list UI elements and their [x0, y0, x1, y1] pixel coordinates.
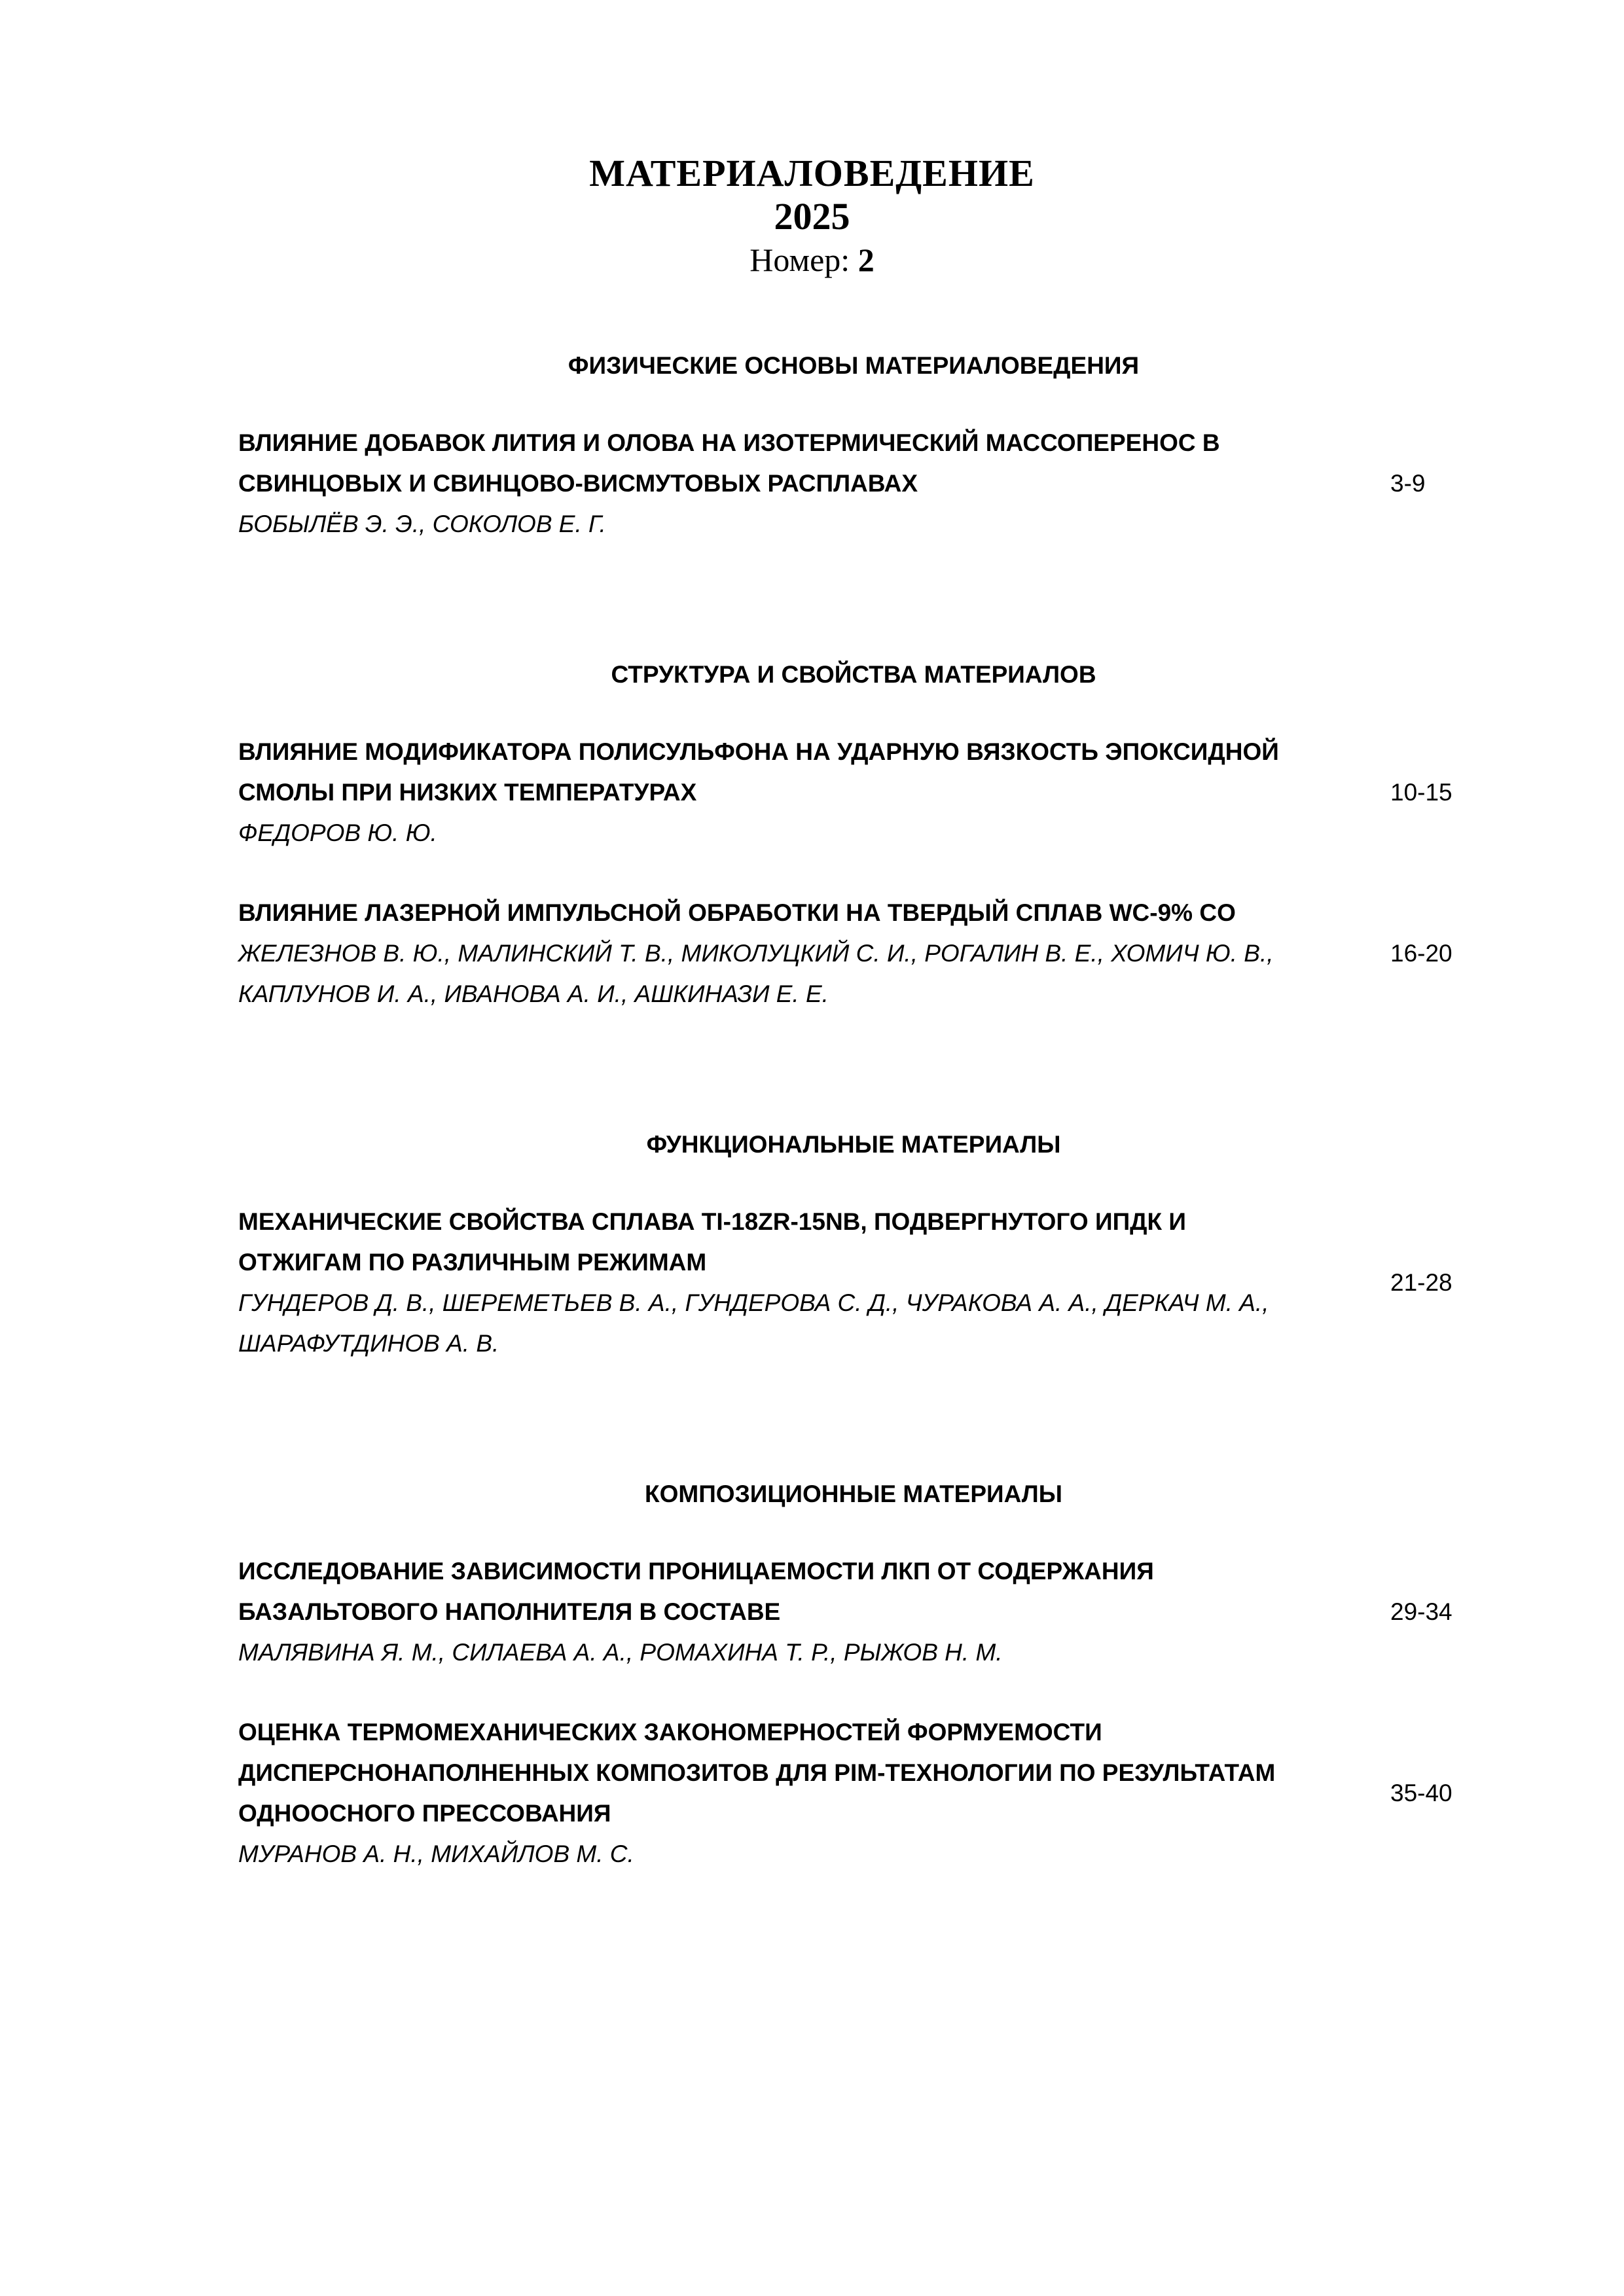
journal-title: МАТЕРИАЛОВЕДЕНИЕ — [589, 152, 1035, 194]
page-range: 35-40 — [1390, 1780, 1453, 1806]
authors-line: ШАРАФУТДИНОВ А. В. — [238, 1330, 499, 1357]
article-authors — [238, 504, 1351, 545]
article-title[interactable] — [238, 1551, 1351, 1632]
article-title-line: ИССЛЕДОВАНИЕ ЗАВИСИМОСТИ ПРОНИЦАЕМОСТИ ЛКП ОТ СОДЕРЖАНИЯ — [238, 1558, 1154, 1585]
article-authors — [238, 1834, 1351, 1874]
issue-line — [0, 238, 1624, 281]
article-title[interactable] — [238, 732, 1351, 813]
page-range: 10-15 — [1390, 779, 1453, 806]
authors-line: ГУНДЕРОВ Д. В., ШЕРЕМЕТЬЕВ В. А., ГУНДЕРОВА С. Д., ЧУРАКОВА А. А., ДЕРКАЧ М. А., — [238, 1289, 1269, 1316]
article-title-line: ОДНООСНОГО ПРЕССОВАНИЯ — [238, 1800, 611, 1827]
authors-line: КАПЛУНОВ И. А., ИВАНОВА А. И., АШКИНАЗИ Е. Е. — [238, 980, 829, 1007]
page-range: 29-34 — [1390, 1598, 1453, 1625]
section-title: КОМПОЗИЦИОННЫЕ МАТЕРИАЛЫ — [645, 1480, 1062, 1507]
article-title-line: ВЛИЯНИЕ ЛАЗЕРНОЙ ИМПУЛЬСНОЙ ОБРАБОТКИ НА ТВЕРДЫЙ СПЛАВ WC-9% CO — [238, 899, 1236, 926]
article-entry[interactable] — [238, 1551, 1469, 1673]
page-range: 3-9 — [1390, 470, 1426, 497]
section-title: ФУНКЦИОНАЛЬНЫЕ МАТЕРИАЛЫ — [646, 1131, 1061, 1158]
page-range: 21-28 — [1390, 1269, 1453, 1296]
article-title[interactable] — [238, 1712, 1351, 1834]
article-authors — [238, 933, 1351, 1014]
article-title-line: ДИСПЕРСНОНАПОЛНЕННЫХ КОМПОЗИТОВ ДЛЯ PIM-ТЕХНОЛОГИИ ПО РЕЗУЛЬТАТАМ — [238, 1759, 1276, 1786]
article-title-line: СВИНЦОВЫХ И СВИНЦОВО-ВИСМУТОВЫХ РАСПЛАВАХ — [238, 470, 918, 497]
journal-year: 2025 — [774, 195, 850, 238]
page-range: 16-20 — [1390, 940, 1453, 967]
toc-section — [238, 346, 1469, 545]
article-entry[interactable] — [238, 423, 1469, 545]
authors-line: МУРАНОВ А. Н., МИХАЙЛОВ М. С. — [238, 1840, 634, 1867]
article-title-line: СМОЛЫ ПРИ НИЗКИХ ТЕМПЕРАТУРАХ — [238, 779, 697, 806]
article-title-line: ОТЖИГАМ ПО РАЗЛИЧНЫМ РЕЖИМАМ — [238, 1249, 707, 1276]
authors-line: ЖЕЛЕЗНОВ В. Ю., МАЛИНСКИЙ Т. В., МИКОЛУЦКИЙ С. И., РОГАЛИН В. Е., ХОМИЧ Ю. В., — [238, 940, 1274, 967]
section-title: СТРУКТУРА И СВОЙСТВА МАТЕРИАЛОВ — [611, 661, 1096, 688]
article-authors — [238, 813, 1351, 853]
toc-section — [238, 1474, 1469, 1874]
article-title[interactable] — [238, 423, 1351, 504]
article-title[interactable] — [238, 1202, 1351, 1283]
article-authors — [238, 1283, 1351, 1364]
article-title-line: МЕХАНИЧЕСКИЕ СВОЙСТВА СПЛАВА TI-18ZR-15NB, ПОДВЕРГНУТОГО ИПДК И — [238, 1208, 1186, 1235]
authors-line: МАЛЯВИНА Я. М., СИЛАЕВА А. А., РОМАХИНА Т. Р., РЫЖОВ Н. М. — [238, 1639, 1003, 1666]
article-authors — [238, 1632, 1351, 1673]
article-entry[interactable] — [238, 732, 1469, 853]
article-title-line: БАЗАЛЬТОВОГО НАПОЛНИТЕЛЯ В СОСТАВЕ — [238, 1598, 781, 1625]
article-title-line: ВЛИЯНИЕ МОДИФИКАТОРА ПОЛИСУЛЬФОНА НА УДАРНУЮ ВЯЗКОСТЬ ЭПОКСИДНОЙ — [238, 738, 1279, 765]
article-title-line: ВЛИЯНИЕ ДОБАВОК ЛИТИЯ И ОЛОВА НА ИЗОТЕРМИЧЕСКИЙ МАССОПЕРЕНОС В — [238, 429, 1220, 456]
article-title-line: ОЦЕНКА ТЕРМОМЕХАНИЧЕСКИХ ЗАКОНОМЕРНОСТЕЙ ФОРМУЕМОСТИ — [238, 1719, 1102, 1746]
masthead — [0, 152, 1624, 281]
toc-section — [238, 655, 1469, 1014]
authors-line: БОБЫЛЁВ Э. Э., СОКОЛОВ Е. Г. — [238, 511, 606, 537]
table-of-contents — [238, 346, 1469, 1874]
toc-section — [238, 1124, 1469, 1364]
authors-line: ФЕДОРОВ Ю. Ю. — [238, 819, 437, 846]
article-entry[interactable] — [238, 1712, 1469, 1874]
article-entry[interactable] — [238, 893, 1469, 1014]
issue-label: Номер: — [749, 242, 850, 278]
section-title: ФИЗИЧЕСКИЕ ОСНОВЫ МАТЕРИАЛОВЕДЕНИЯ — [568, 352, 1140, 379]
article-entry[interactable] — [238, 1202, 1469, 1364]
article-title[interactable] — [238, 893, 1351, 933]
issue-number: 2 — [857, 242, 875, 278]
